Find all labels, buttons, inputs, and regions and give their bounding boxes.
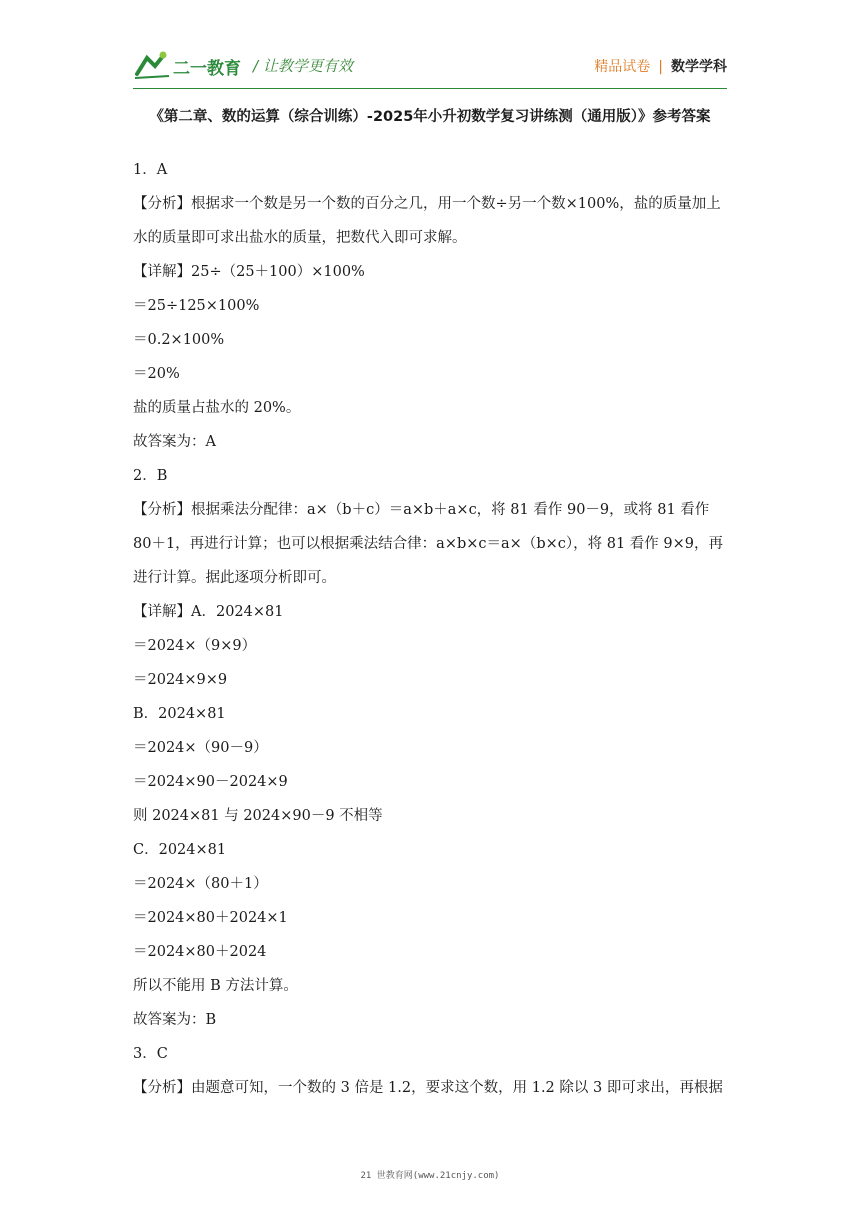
text-line: 2．B (133, 468, 168, 484)
text-line: ＝2024×90－2024×9 (133, 774, 288, 790)
text-line: 【分析】由题意可知，一个数的 3 倍是 1.2，要求这个数，用 1.2 除以 3 即可求出，再根据 (133, 1080, 723, 1096)
text-line: 【详解】25÷（25＋100）×100% (133, 264, 365, 280)
text-line: 则 2024×81 与 2024×90－9 不相等 (133, 808, 383, 824)
header-tag: 精品试卷 (594, 59, 651, 75)
text-line: 故答案为：A (133, 434, 216, 450)
header-right (594, 56, 727, 76)
text-line: ＝2024×80＋2024 (133, 944, 267, 960)
text-line: ＝2024×（9×9） (133, 638, 257, 654)
text-line: ＝0.2×100% (133, 332, 225, 348)
text-line: ＝2024×80＋2024×1 (133, 910, 288, 926)
text-line: ＝25÷125×100% (133, 298, 260, 314)
text-line: C．2024×81 (133, 842, 227, 858)
text-line: ＝2024×（90－9） (133, 740, 268, 756)
text-line: 盐的质量占盐水的 20%。 (133, 400, 301, 416)
header-subject: 数学学科 (671, 59, 727, 75)
text-line: 3．C (133, 1046, 168, 1062)
text-line: 【详解】A．2024×81 (133, 604, 284, 620)
text-line: 1．A (133, 162, 168, 178)
text-line: ＝20% (133, 366, 180, 382)
document-title: 《第二章、数的运算（综合训练）-2025年小升初数学复习讲练测（通用版）》参考答案 (149, 109, 711, 125)
text-paragraph: 【分析】根据求一个数是另一个数的百分之几，用一个数÷另一个数×100%，盐的质量加上水的质量即可求出盐水的质量，把数代入即可求解。 (133, 196, 721, 246)
header-separator: | (658, 59, 663, 75)
slogan: / 让教学更有效 (253, 57, 353, 75)
text-line: 所以不能用 B 方法计算。 (133, 978, 298, 994)
logo-icon (133, 48, 245, 82)
page-footer: 21 世教育网(www.21cnjy.com) (360, 1171, 500, 1181)
answer-body (133, 153, 727, 1105)
text-line: 故答案为：B (133, 1012, 217, 1028)
page-header (133, 42, 727, 89)
text-line: B．2024×81 (133, 706, 226, 722)
text-line: ＝2024×9×9 (133, 672, 228, 688)
text-paragraph: 【分析】根据乘法分配律：a×（b＋c）＝a×b＋a×c，将 81 看作 90－9，或将 81 看作 80＋1，再进行计算；也可以根据乘法结合律：a×b×c＝a×（b×c），将 81 看作 9×9，再进行计算。据此逐项分析即可。 (133, 502, 723, 586)
logo-text: 二一教育 (173, 59, 241, 79)
text-line: ＝2024×（80＋1） (133, 876, 268, 892)
